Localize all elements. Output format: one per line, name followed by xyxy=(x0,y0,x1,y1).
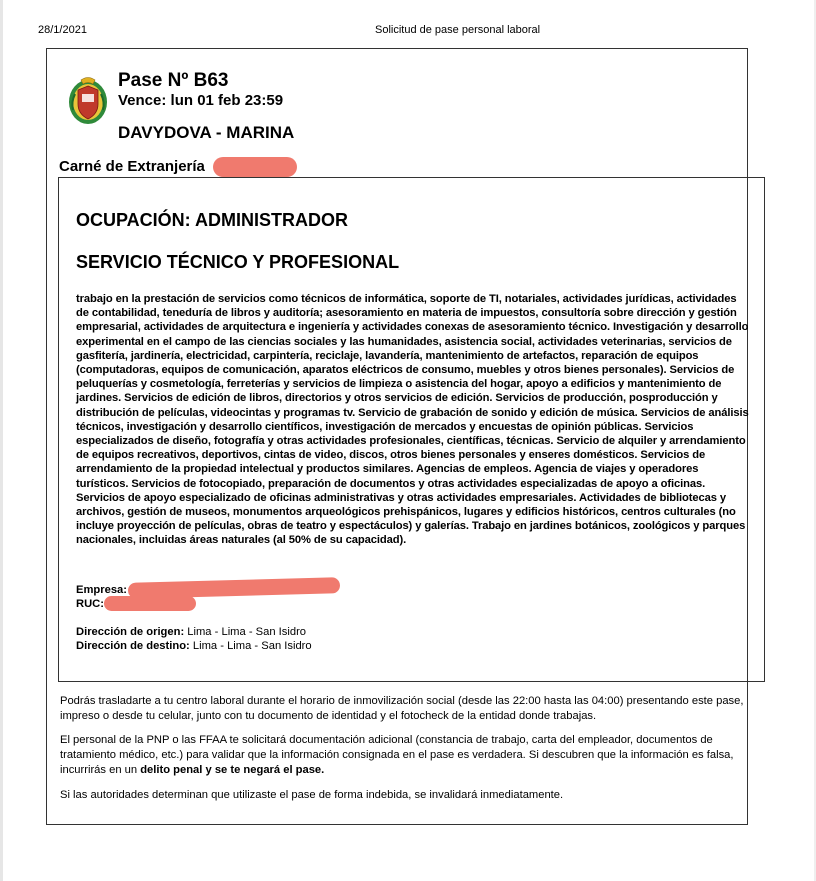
redacted-id-number xyxy=(213,157,297,177)
page-left-edge xyxy=(0,0,3,881)
origin-value: Lima - Lima - San Isidro xyxy=(184,626,307,638)
redacted-ruc xyxy=(104,596,196,611)
note-verification-text: El personal de la PNP o las FFAA te solicitará documentación adicional (constancia de trabajo, carta del empleador, documentos de tratamiento médico, etc.) para validar que la información consignada en el pase es verdadera. Si descubren que la información es falsa, incurrirás en un xyxy=(60,734,734,777)
activity-description: trabajo en la prestación de servicios como técnicos de informática, soporte de TI, notariales, actividades jurídicas, actividades de contabilidad, teneduría de libros y auditoría; asesoramiento en materia de impuestos, consultoría sobre dirección y gestión empresarial, actividades de arquitectura e ingeniería y actividades conexas de asesoramiento técnico. Investigación y desarrollo experimental en el campo de las ciencias sociales y las humanidades, asistencia social, actividades veterinarias, servicios de gasfitería, jardinería, electricidad, carpintería, reciclaje, lavandería, mantenimiento de artefactos, reparación de equipos (computadoras, equipos de comunicación, aparatos eléctricos de consumo, muebles y otros bienes personales). Servicios de peluquerías y cosmetología, ferreterías y servicios de limpieza o asistencia del hogar, apoyo a edificios y mantenimiento de jardines. Servicios de edición de libros, directorios y otros servicios de edición. Servicios de producción, posproducción y distribución de películas, videocintas y programas tv. Servicio de grabación de sonido y edición de música. Servicios de análisis técnicos, investigación y desarrollo científicos, investigación de mercados y encuestas de opinión públicas. Servicios especializados de diseño, fotografía y otras actividades profesionales, científicas, técnicas. Servicio de alquiler y arrendamiento de equipos recreativos, deportivos, cintas de video, discos, otros bienes personales y enseres domésticos. Servicios de arrendamiento de la propiedad intelectual y productos similares. Agencias de empleos. Agencia de viajes y operadores turísticos. Servicios de fotocopiado, preparación de documentos y otras actividades especializadas de apoyo a oficinas. Servicios de apoyo especializado de oficinas administrativas y otras actividades empresariales. Actividades de bibliotecas y archivos, gestión de museos, monumentos arqueológicos prehispánicos, lugares y edificios históricos, centros culturales (no incluye proyección de películas, obras de teatro y espectáculos) y galerías. Trabajo en jardines botánicos, zoológicos y parques nacionales, incluidas áreas naturales (al 50% de su capacidad). xyxy=(76,293,749,547)
destination-label: Dirección de destino: xyxy=(76,640,190,652)
note-verification xyxy=(60,733,760,779)
police-crest-icon xyxy=(67,74,109,126)
ruc-label: RUC: xyxy=(76,598,104,610)
destination-address xyxy=(76,640,312,652)
destination-value: Lima - Lima - San Isidro xyxy=(189,640,312,652)
pass-expiry: Vence: lun 01 feb 23:59 xyxy=(118,92,284,109)
empresa-label: Empresa: xyxy=(76,584,127,596)
occupation-heading: OCUPACIÓN: ADMINISTRADOR xyxy=(76,210,348,230)
print-date: 28/1/2021 xyxy=(38,24,87,36)
note-verification-warning: delito penal y se te negará el pase. xyxy=(140,764,325,777)
origin-address xyxy=(76,626,306,638)
id-document-row xyxy=(59,157,297,177)
pass-number: Pase Nº B63 xyxy=(118,70,229,91)
note-invalidation: Si las autoridades determinan que utilizaste el pase de forma indebida, se invalidará inmediatamente. xyxy=(60,789,564,801)
holder-name: DAVYDOVA - MARINA xyxy=(118,123,295,142)
print-header-title: Solicitud de pase personal laboral xyxy=(375,24,541,36)
sector-heading: SERVICIO TÉCNICO Y PROFESIONAL xyxy=(76,252,400,272)
origin-label: Dirección de origen: xyxy=(76,626,185,638)
id-doc-label: Carné de Extranjería xyxy=(59,157,205,175)
note-curfew: Podrás trasladarte a tu centro laboral durante el horario de inmovilización social (desde las 22:00 hasta las 04:00) presentando este pase, impreso o desde tu celular, junto con tu documento de identidad y el fotocheck de la entidad donde trabajas. xyxy=(60,695,744,723)
